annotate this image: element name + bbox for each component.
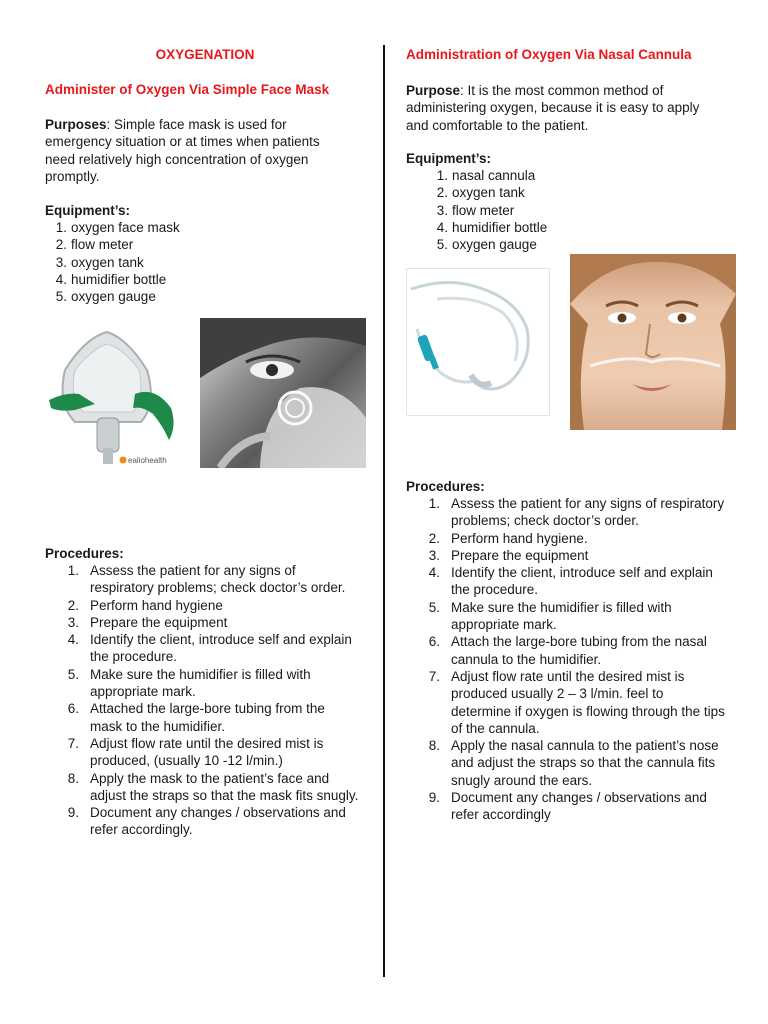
face-mask-purpose bbox=[45, 116, 337, 185]
face-mask-equipment-list bbox=[45, 219, 345, 305]
patient-with-cannula-photo bbox=[570, 254, 736, 430]
purpose-text: : It is the most common method of administering oxygen, because it is easy to apply and comfortable to the patient. bbox=[406, 83, 700, 133]
list-item: 6. Attach the large-bore tubing from the nasal cannula to the humidifier. bbox=[428, 634, 707, 667]
nasal-cannula-equipment-label: Equipment’s: bbox=[406, 151, 492, 166]
nasal-cannula-section-title: Administration of Oxygen Via Nasal Cannula bbox=[406, 47, 692, 62]
list-item: 2. oxygen tank bbox=[436, 185, 525, 201]
list-item: 4. humidifier bottle bbox=[436, 219, 548, 235]
nasal-cannula-purpose bbox=[406, 82, 716, 134]
list-item: 3. Prepare the equipment bbox=[428, 547, 589, 563]
list-item: 7. Adjust flow rate until the desired mist is produced, (usually 10 -12 l/min.) bbox=[67, 735, 324, 769]
purpose-label: Purposes bbox=[45, 117, 107, 132]
svg-text:ealiohealth: ealiohealth bbox=[128, 456, 167, 465]
list-item: 6. Attached the large-bore tubing from the mask to the humidifier. bbox=[67, 701, 325, 734]
list-item: 1. Assess the patient for any signs of respiratory problems; check doctor’s order. bbox=[67, 563, 346, 596]
list-item: 2. Perform hand hygiene. bbox=[428, 530, 588, 546]
nasal-cannula-procedures-label: Procedures: bbox=[406, 479, 485, 494]
list-item: 1. Assess the patient for any signs of respiratory problems; check doctor’s order. bbox=[428, 496, 725, 529]
column-divider bbox=[383, 45, 385, 977]
list-item: 4. Identify the client, introduce self and explain the procedure. bbox=[428, 565, 713, 598]
list-item: 8. Apply the mask to the patient’s face and adjust the straps so that the mask fits snugly. bbox=[67, 770, 359, 803]
list-item: 1. oxygen face mask bbox=[55, 220, 180, 235]
list-item: 3. oxygen tank bbox=[55, 254, 144, 270]
list-item: 9. Document any changes / observations and refer accordingly. bbox=[67, 805, 346, 838]
purpose-text: : Simple face mask is used for emergency situation or at times when patients need relatively high concentration of oxygen promptly. bbox=[45, 117, 320, 184]
face-mask-procedures-list bbox=[45, 562, 360, 839]
list-item: 2. Perform hand hygiene bbox=[67, 597, 223, 613]
list-item: 4. Identify the client, introduce self and explain the procedure. bbox=[67, 632, 352, 665]
nasal-cannula-photo bbox=[406, 268, 550, 416]
list-item: 5. oxygen gauge bbox=[55, 289, 156, 305]
document-title: OXYGENATION bbox=[155, 47, 255, 62]
list-item: 5. oxygen gauge bbox=[436, 237, 537, 253]
list-item: 3. Prepare the equipment bbox=[67, 614, 228, 630]
nasal-cannula-procedures-list bbox=[406, 495, 726, 824]
face-mask-equipment-label: Equipment’s: bbox=[45, 203, 131, 218]
nasal-cannula-equipment-list bbox=[426, 167, 726, 253]
oxygen-mask-icon bbox=[45, 330, 180, 470]
oxygen-mask-photo bbox=[45, 330, 180, 470]
face-mask-procedures-label: Procedures: bbox=[45, 546, 124, 561]
list-item: 9. Document any changes / observations and refer accordingly bbox=[428, 790, 707, 823]
face-mask-section-title: Administer of Oxygen Via Simple Face Mask bbox=[45, 82, 330, 97]
list-item: 8. Apply the nasal cannula to the patient’s nose and adjust the straps so that the cannula fits snugly around the ears. bbox=[428, 738, 719, 788]
list-item: 4. humidifier bottle bbox=[55, 271, 167, 287]
list-item: 5. Make sure the humidifier is filled with appropriate mark. bbox=[428, 599, 672, 633]
list-item: 2. flow meter bbox=[55, 237, 134, 253]
list-item: 7. Adjust flow rate until the desired mist is produced usually 2 – 3 l/min. feel to determine if oxygen is flowing through the tips of the cannula. bbox=[428, 668, 725, 736]
patient-with-mask-photo bbox=[200, 318, 366, 468]
list-item: 5. Make sure the humidifier is filled with appropriate mark. bbox=[67, 666, 311, 700]
list-item: 1. nasal cannula bbox=[436, 168, 536, 183]
purpose-label: Purpose bbox=[406, 83, 461, 98]
nasal-cannula-icon bbox=[407, 269, 549, 415]
list-item: 3. flow meter bbox=[436, 202, 515, 218]
